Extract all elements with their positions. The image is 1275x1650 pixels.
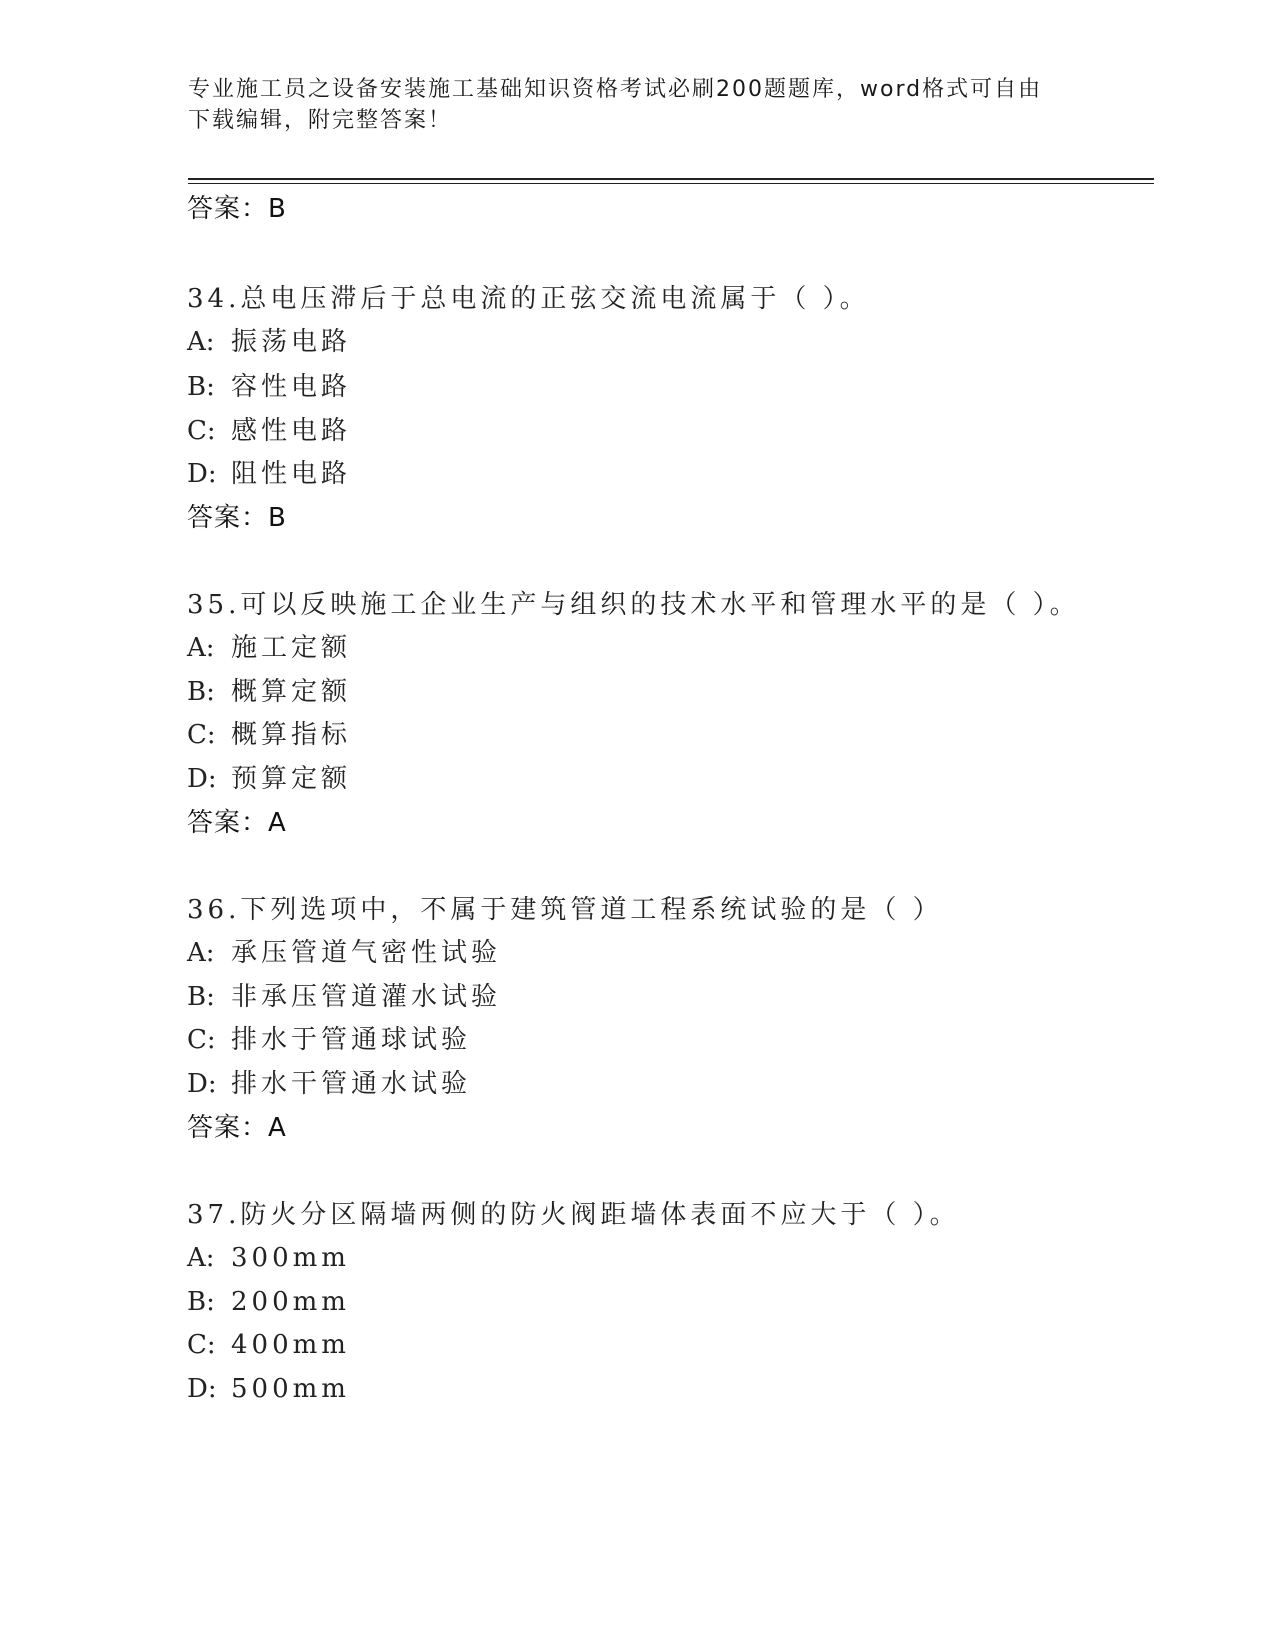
option-key: B:: [187, 982, 215, 1012]
option-key: B:: [187, 1287, 215, 1317]
previous-answer: 答案：B: [187, 194, 287, 224]
option-key: D:: [187, 1374, 217, 1404]
option-key: C:: [187, 416, 216, 446]
option-key: D:: [187, 1069, 217, 1099]
question-35-option-a: [187, 633, 351, 663]
option-text: 500mm: [231, 1374, 350, 1404]
option-key: D:: [187, 459, 217, 489]
question-34-answer: 答案：B: [187, 503, 287, 533]
option-text: 排水干管通水试验: [231, 1069, 472, 1099]
option-text: 400mm: [231, 1330, 350, 1360]
header-divider-thick: [188, 178, 1154, 180]
question-35-answer: 答案：A: [187, 808, 287, 838]
option-key: C:: [187, 1025, 216, 1055]
question-36-option-d: [187, 1069, 471, 1099]
question-34-option-d: [187, 459, 351, 489]
question-34-option-b: [187, 372, 351, 402]
question-36-option-c: [187, 1025, 471, 1055]
question-34-option-a: [187, 327, 351, 357]
question-35-option-c: [187, 720, 351, 750]
option-key: C:: [187, 1330, 216, 1360]
question-36-option-b: [187, 982, 501, 1012]
option-key: D:: [187, 764, 217, 794]
question-36-text: 36.下列选项中，不属于建筑管道工程系统试验的是（ ）: [187, 895, 943, 925]
question-37-text: 37.防火分区隔墙两侧的防火阀距墙体表面不应大于（ ）。: [187, 1200, 960, 1230]
option-key: A:: [187, 938, 215, 968]
question-36-option-a: [187, 938, 501, 968]
question-37-option-a: [187, 1243, 350, 1273]
option-key: B:: [187, 372, 215, 402]
option-text: 感性电路: [231, 416, 352, 446]
question-37-option-b: [187, 1287, 350, 1317]
question-37-option-c: [187, 1330, 350, 1360]
option-text: 阻性电路: [231, 459, 352, 489]
option-text: 概算定额: [231, 677, 352, 707]
option-text: 200mm: [231, 1287, 350, 1317]
header-line-2: 下载编辑，附完整答案！: [188, 108, 453, 133]
option-text: 容性电路: [231, 372, 352, 402]
option-text: 非承压管道灌水试验: [231, 982, 502, 1012]
question-35-option-b: [187, 677, 351, 707]
header-divider-thin: [188, 183, 1154, 184]
option-text: 排水于管通球试验: [231, 1025, 472, 1055]
option-key: A:: [187, 327, 215, 357]
option-text: 施工定额: [231, 633, 352, 663]
option-text: 300mm: [231, 1243, 350, 1273]
option-key: B:: [187, 677, 215, 707]
header-line-1: 专业施工员之设备安装施工基础知识资格考试必刷200题题库，word格式可自由: [188, 77, 1043, 102]
option-text: 振荡电路: [231, 327, 352, 357]
option-text: 承压管道气密性试验: [231, 938, 502, 968]
document-header: [188, 74, 1068, 136]
question-34-text: 34.总电压滞后于总电流的正弦交流电流属于（ ）。: [187, 284, 870, 314]
question-36-answer: 答案：A: [187, 1113, 287, 1143]
option-key: A:: [187, 633, 215, 663]
question-35-text: 35.可以反映施工企业生产与组织的技术水平和管理水平的是（ ）。: [187, 590, 1080, 620]
option-text: 概算指标: [231, 720, 352, 750]
option-key: C:: [187, 720, 216, 750]
question-37-option-d: [187, 1374, 350, 1404]
option-key: A:: [187, 1243, 215, 1273]
option-text: 预算定额: [231, 764, 352, 794]
question-35-option-d: [187, 764, 351, 794]
question-34-option-c: [187, 416, 351, 446]
